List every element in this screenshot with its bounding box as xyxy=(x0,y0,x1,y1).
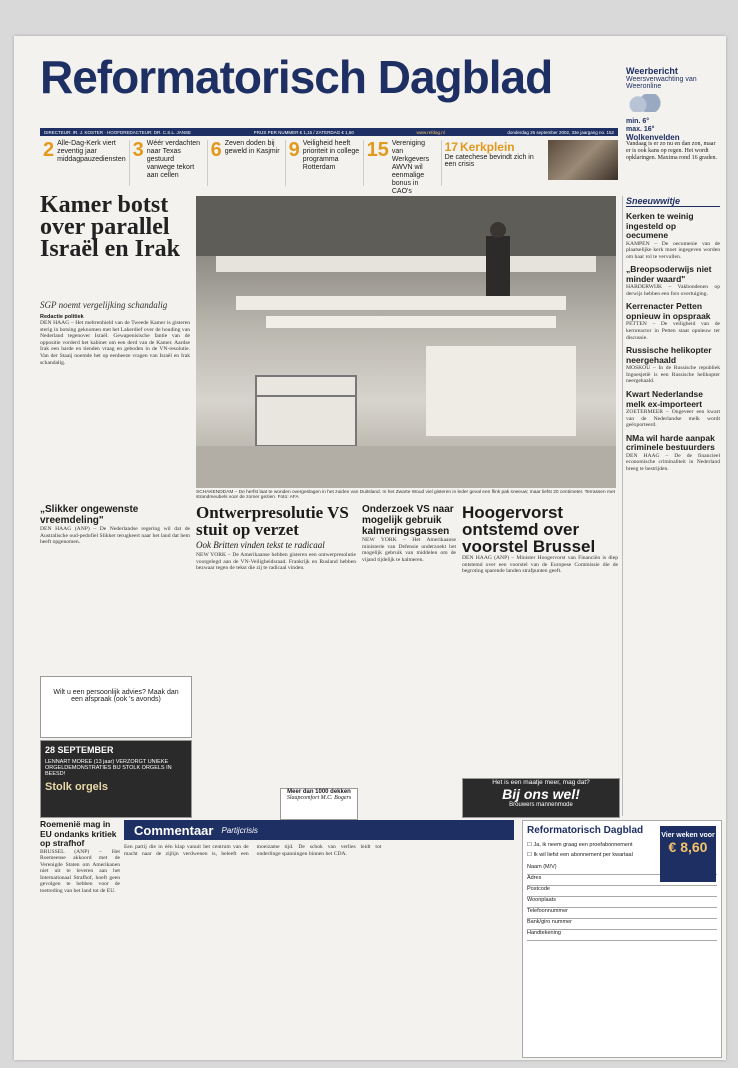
resolutie-subhead: Ook Britten vinden tekst te radicaal xyxy=(196,540,325,550)
brouwers-advert[interactable] xyxy=(462,778,620,818)
temp-max: max. 16° xyxy=(626,126,655,133)
kerkplein-title: Kerkplein xyxy=(459,140,515,154)
stolk-date: 28 SEPTEMBER xyxy=(45,745,114,755)
hoogervorst-article xyxy=(462,504,618,575)
photo-caption: SCHAKENDDAM – De herfst laat te wonden overgeslagen in het zuiden van Duitsland. In het Zwarte Woud viel gisteren in leder geval een flink pak sneeuw; maar liefst 20 centimeter. Terrassen met strandmeubels voor de zomer gezien. Foto: AFA xyxy=(196,490,615,500)
form-title: Reformatorisch Dagblad xyxy=(527,825,644,836)
snow-photo-art xyxy=(196,196,616,488)
brouwers-shop: Brouwers mannenmode xyxy=(509,802,573,808)
bogers-sub: Slaapcomfort M.C. Bogers xyxy=(286,795,352,801)
teaser-strip xyxy=(40,139,618,195)
form-option-text: Ja, ik neem graag een proefabonnement xyxy=(533,842,633,848)
teaser-text: Veiligheid heeft prioriteit in college programma Rotterdam xyxy=(302,140,360,171)
stolk-name: Stolk orgels xyxy=(45,781,108,793)
kerkplein-photo xyxy=(548,140,618,180)
sidebar-news xyxy=(626,196,720,473)
commentaar-header xyxy=(124,820,514,840)
lead-body: DEN HAAG – Het meltrenhield van de Tweede Kamer is gisteren sterig in botsing geknomen met het Lakerdief over de houding van Nederland tegenover Israël. Gewapenisische fantie van de oppositie vorderd het kabinet om een derd van de Kamer. Aardse Irak een harde en tienden vraag en geboden in de VN-resolutie. Van der Staaij noemde het op eenheeze vragen van Israël en Irak schandalig. xyxy=(40,320,190,366)
info-price: PRIJS PER NUMMER € 1,15 / ZATERDAG € 1,60 xyxy=(253,129,354,135)
kalmering-article xyxy=(362,504,456,563)
teaser-text: Alle-Dag-Kerk viert zeventig jaar middagpauzediensten xyxy=(57,140,126,163)
teaser-text: Zeven doden bij geweld in Kasjmir xyxy=(224,140,280,155)
roemenie-article xyxy=(40,820,120,895)
lead-byline: Redactie politiek xyxy=(40,314,84,320)
teaser-item[interactable] xyxy=(40,140,130,186)
form-option-text: Ik wil liefst een abonnement per kwartaal xyxy=(533,852,633,858)
slikker-text: DEN HAAG (ANP) – De Nederlandse regering wil dat de Australische oud-pedofiel Slikker terugkeert naar het land dat hem heeft opgenomen. xyxy=(40,526,190,546)
bogers-title: Meer dan 1000 dekken xyxy=(287,789,351,795)
form-field[interactable]: Woonplaats xyxy=(527,897,717,908)
advice-advert[interactable] xyxy=(40,676,192,738)
weather-box xyxy=(626,66,720,112)
commentaar-subtitle: Partijcrisis xyxy=(221,825,258,835)
form-field[interactable]: Adres xyxy=(527,875,717,886)
sidebar-text: MOSKOU – In de Russische republiek Ingoesjetië is een Russische helikopter neergehaald. xyxy=(626,365,720,385)
roemenie-headline[interactable]: Roemenië mag in EU ondanks kritiek op strafhof xyxy=(40,819,117,848)
sidebar-text: HARDERWIJK – Vakbondenen op derwijs hebben een fors overtuiging. xyxy=(626,284,720,297)
sidebar-headline[interactable]: NMa wil harde aanpak criminele bestuurders xyxy=(626,432,715,453)
sidebar-headline[interactable]: Kerken te weinig ingesteld op oecumene xyxy=(626,211,694,240)
vier-weken-badge xyxy=(660,826,716,882)
temp-min: min. 6° xyxy=(626,118,650,125)
sidebar-section-title: Sneeuwwitje xyxy=(626,196,720,207)
forecast-heading: Wolkenvelden xyxy=(626,133,680,142)
sidebar-text: ZOETERMEER – Ongeveer een kwart van de Nederlandse melk wordt geëxporteerd. xyxy=(626,409,720,429)
form-field[interactable]: Naam (M/V) xyxy=(527,864,717,875)
resolutie-body: NEW YORK – De Amerikaanse hebben gisteren een ontwerpresolutie voorgelegd aan de VN-Veiligheidsraad. Frankrijk en Rusland hebben bezwaar tegen de tekst die zij te radicaal vinden. xyxy=(196,552,356,572)
brouwers-title: Het is een maatje meer, mag dat? xyxy=(492,779,590,786)
brouwers-slogan: Bij ons wel! xyxy=(502,786,580,802)
sidebar-text: PETTEN – De veiligheid van de kernreactor in Petten staat opnieuw ter discussie. xyxy=(626,321,720,341)
form-field[interactable]: Bank/giro nummer xyxy=(527,919,717,930)
roemenie-body: BRUSSEL (ANP) – Het Roemeense akkoord met de Verenigde Staten om Amerikanen niet uit te leveren aan het Internationaal Strafhof, hoeft geen gevolgen te hebben voor de toetreding van het land tot de EU. xyxy=(40,848,120,895)
teaser-number: 2 xyxy=(43,139,55,161)
teaser-item[interactable] xyxy=(130,140,208,186)
lead-article xyxy=(40,314,190,366)
forecast-text: Vandaag is er zo nu en dan zon, maar er is ook kans op regen. Het wordt opklaringen. Maxima rond 16 graden. xyxy=(626,141,717,161)
lead-subhead: SGP noemt vergelijking schandalig xyxy=(40,300,168,310)
resolutie-article xyxy=(196,504,356,572)
newspaper-page xyxy=(14,36,726,1060)
kerkplein-number: 17 xyxy=(444,140,458,154)
hoogervorst-body: DEN HAAG (ANP) – Minister Hoogervorst van Financiën is diep ontstemd over een voorstel van de Europese Commissie die de begroting sparende landen strafpunten geeft. xyxy=(462,555,618,575)
commentaar-body: Een partij die in één klap vanuit het centrum van de macht naar de zijlijn verdwenen is, beleeft een moeizame tijd. De schok van verlies leidt tot onderlinge spanningen binnen het CDA. xyxy=(124,844,382,857)
temperature-box xyxy=(626,118,655,134)
sidebar-text: KAMPEN – De oecumenie van de plaatselijke kerk moet ingegeven worden om haar rol te vervullen. xyxy=(626,240,720,260)
sidebar-headline[interactable]: Kerrenacter Petten opnieuw in opspraak xyxy=(626,301,711,321)
teaser-text: Wéér verdachten naar Texas gestuurd vanwege tekort aan cellen xyxy=(146,140,201,179)
slikker-article xyxy=(40,504,190,546)
teaser-item[interactable] xyxy=(286,140,364,186)
sidebar-text: DEN HAAG – De de financieel economische criminaliteit in Nederland breeg te bestrijden. xyxy=(626,452,720,472)
weather-forecast xyxy=(626,134,720,162)
stolk-venue: LENNART MOREE (13 jaar) VERZORGT UNIEKE ORGELDEMONSTRATIES BIJ STOLK ORGELS IN BEESD! xyxy=(45,759,172,777)
form-field[interactable]: Handtekening xyxy=(527,930,717,941)
commentaar-title: Commentaar xyxy=(134,822,214,838)
form-field[interactable]: Postcode xyxy=(527,886,717,897)
teaser-number: 3 xyxy=(132,139,144,161)
info-date: donderdag 26 september 2002, 33e jaargang no. 152 xyxy=(507,129,614,135)
form-option[interactable]: ☐ Ja, ik neem graag een proefabonnement xyxy=(527,842,633,848)
advice-advert-text: Wilt u een persoonlijk advies? Maak dan een afspraak (ook 's avonds) xyxy=(53,689,179,703)
teaser-item[interactable] xyxy=(208,140,286,186)
weather-title: Weerbericht xyxy=(626,66,678,76)
form-option[interactable]: ☐ Ik wil liefst een abonnement per kwartaal xyxy=(527,852,633,858)
info-left: DIRECTEUR: IR. J. KOSTER · HOOFDREDACTEUR: DR. C.S.L. JANSE xyxy=(44,129,192,135)
sidebar-headline[interactable]: Russische helikopter neergehaald xyxy=(626,345,712,365)
info-url[interactable]: www.refdag.nl xyxy=(416,129,445,135)
teaser-number: 6 xyxy=(210,139,222,161)
sidebar-headline[interactable]: Kwart Nederlandse melk ex-importeert xyxy=(626,389,703,409)
column-divider xyxy=(622,196,623,816)
bogers-advert[interactable] xyxy=(280,788,358,820)
teaser-text: Vereniging van Werkgevers AWVN wil eenmalige bonus in CAO's xyxy=(391,140,430,195)
kalmering-body: NEW YORK – Het Amerikaanse ministerie van Defensie onderzoekt het mogelijk gebruik van middelen om de vijand tijdelijk te kalmeren. xyxy=(362,537,456,563)
snow-photo xyxy=(196,196,616,488)
teaser-item[interactable] xyxy=(364,139,442,195)
kalmering-headline[interactable]: Onderzoek VS naar mogelijk gebruik kalmeringsgassen xyxy=(362,504,454,537)
weather-cloud-icon xyxy=(626,94,666,112)
info-bar xyxy=(40,128,618,136)
teaser-number: 9 xyxy=(288,139,300,161)
slikker-headline[interactable]: „Slikker ongewenste vreemdeling" xyxy=(40,504,139,526)
resolutie-headline[interactable]: Ontwerpresolutie VS stuit op verzet xyxy=(196,503,349,539)
stolk-advert[interactable] xyxy=(40,740,192,818)
vier-price: € 8,60 xyxy=(668,839,708,855)
sidebar-headline[interactable]: „Breopsoderwijs niet minder waard" xyxy=(626,264,712,284)
masthead-title: Reformatorisch Dagblad xyxy=(40,51,553,103)
teaser-number: 15 xyxy=(366,139,389,161)
commentaar-article xyxy=(124,844,514,857)
form-field[interactable]: Telefoonnummer xyxy=(527,908,717,919)
kerkplein-text: De catechese bevindt zich in een crisis xyxy=(444,154,534,168)
vier-label: Vier weken voor xyxy=(661,832,715,839)
weather-sub: Weersverwachting van Weeronline xyxy=(626,76,697,90)
hoogervorst-headline[interactable]: Hoogervorst ontstemd over voorstel Brussel xyxy=(462,503,596,556)
lead-headline[interactable]: Kamer botst over parallel Israël en Irak xyxy=(40,192,180,262)
